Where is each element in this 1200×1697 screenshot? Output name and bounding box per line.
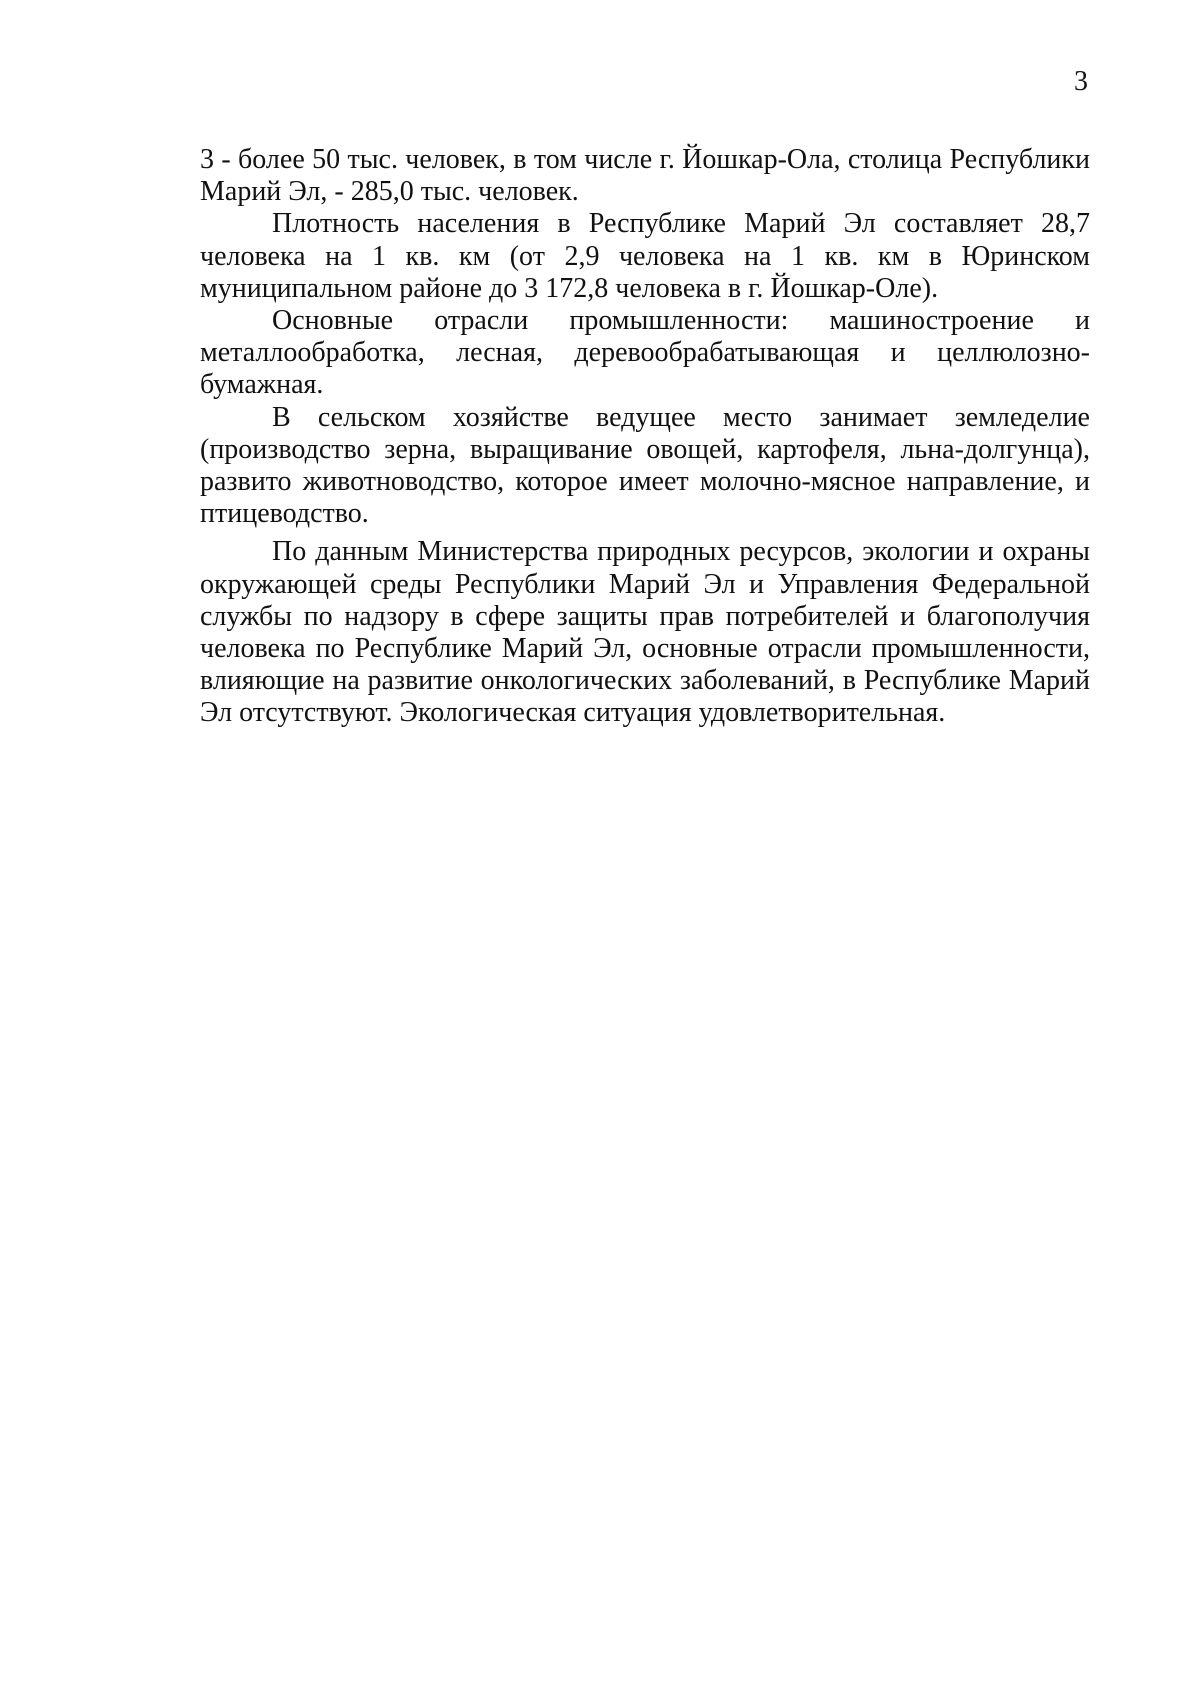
page-number: 3 xyxy=(1074,66,1088,97)
paragraph-ecology: По данным Министерства природных ресурсов, экологии и охраны окружающей среды Республики Марий Эл и Управления Федеральной службы по надзору в сфере защиты прав потребителей и благополучия человека по Республике Марий Эл, основные отрасли промышленности, влияющие на развитие онкологических заболеваний, в Республике Марий Эл отсутствуют. Экологическая ситуация удовлетворительная. xyxy=(200,536,1090,729)
document-body xyxy=(200,144,1090,730)
paragraph-population-continued: 3 - более 50 тыс. человек, в том числе г. Йошкар-Ола, столица Республики Марий Эл, - 285,0 тыс. человек. xyxy=(200,144,1090,208)
paragraph-population-density: Плотность населения в Республике Марий Эл составляет 28,7 человека на 1 кв. км (от 2,9 человека на 1 кв. км в Юринском муниципальном районе до 3 172,8 человека в г. Йошкар-Оле). xyxy=(200,208,1090,304)
paragraph-industry: Основные отрасли промышленности: машиностроение и металлообработка, лесная, деревообрабатывающая и целлюлозно-бумажная. xyxy=(200,305,1090,401)
paragraph-agriculture: В сельском хозяйстве ведущее место занимает земледелие (производство зерна, выращивание овощей, картофеля, льна-долгунца), развито животноводство, которое имеет молочно-мясное направление, и птицеводство. xyxy=(200,401,1090,530)
